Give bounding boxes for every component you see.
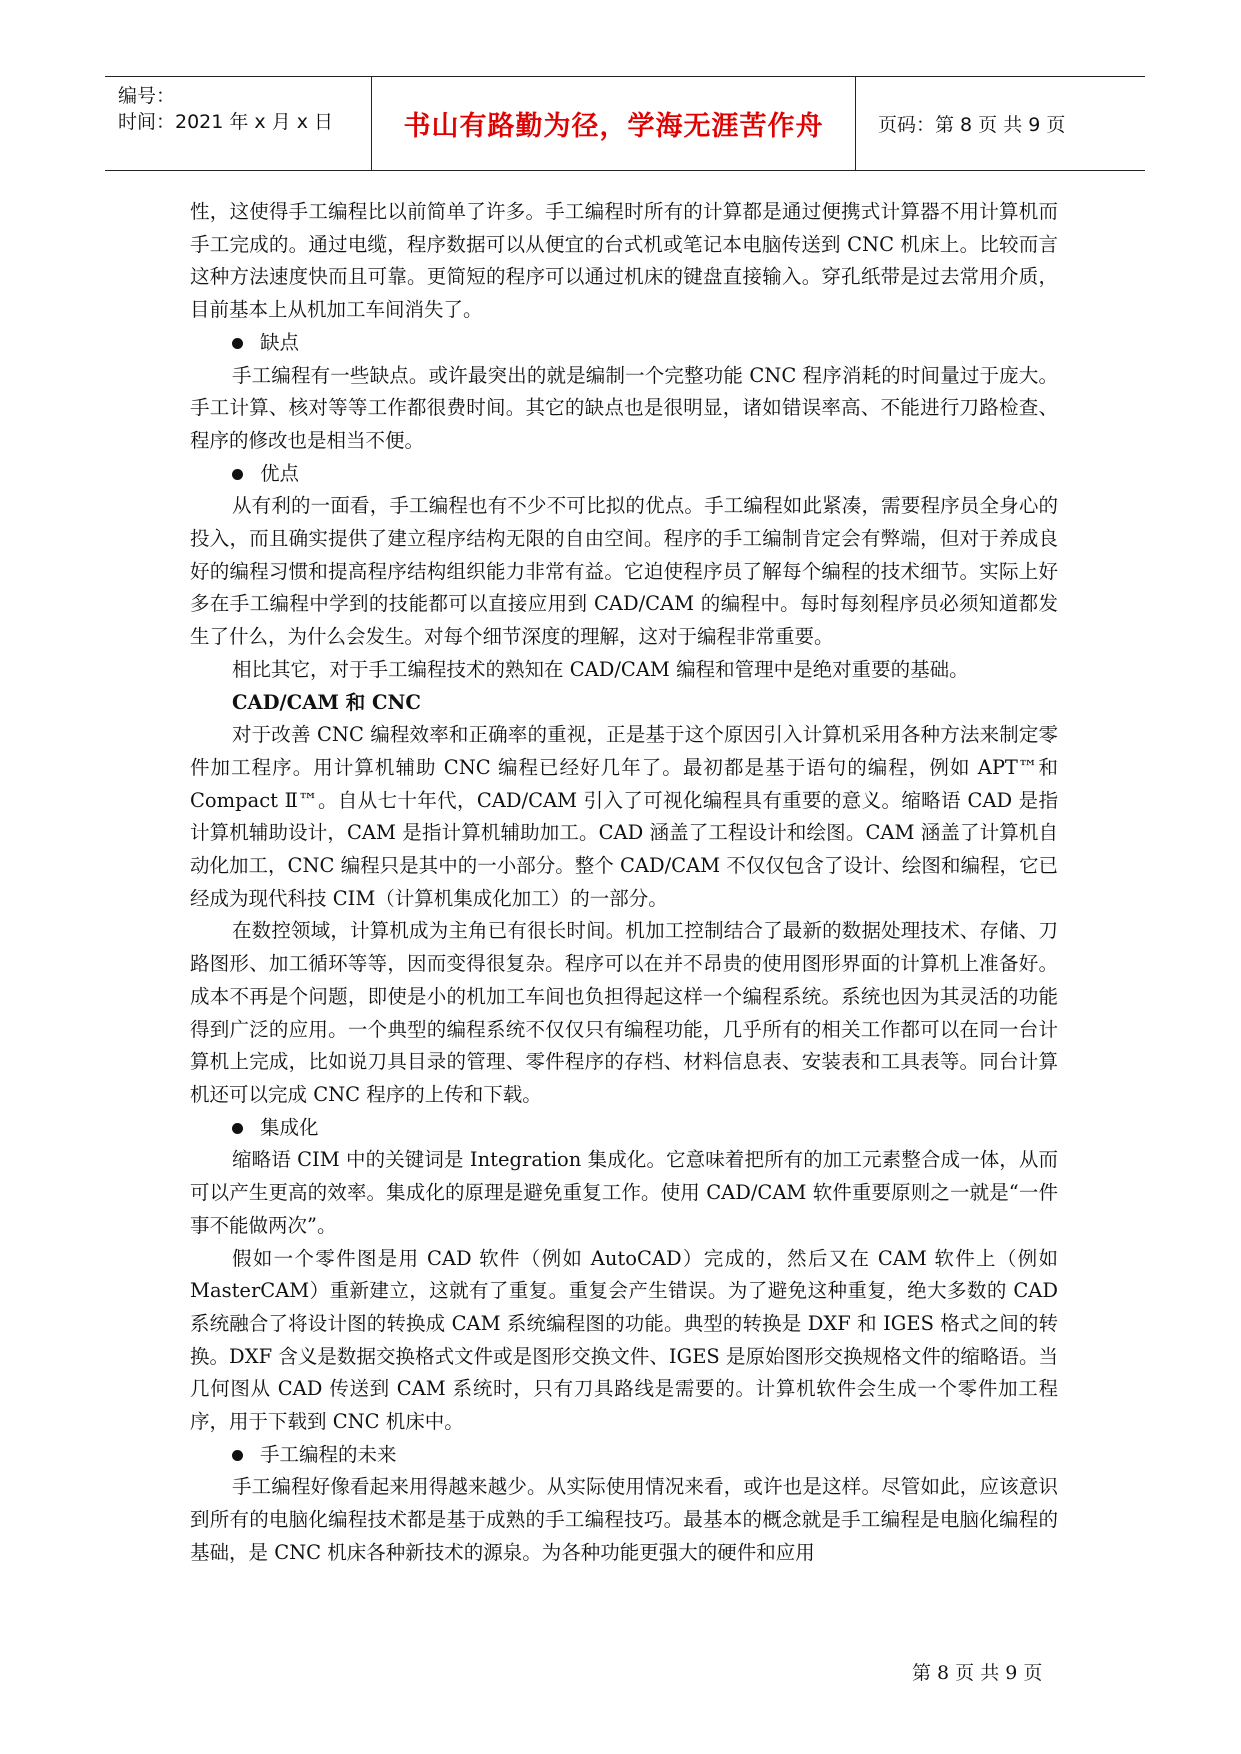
bullet-label: 优点 (260, 461, 300, 485)
page-label: 页码：第 8 页 共 9 页 (878, 114, 1066, 136)
bullet-dot-icon (232, 1450, 243, 1461)
paragraph: 缩略语 CIM 中的关键词是 Integration 集成化。它意味着把所有的加工元素整合成一体，从而可以产生更高的效率。集成化的原理是避免重复工作。使用 CAD/CAM 软件重要原则之一就是“一件事不能做两次”。 (190, 1148, 1058, 1237)
bullet-label: 缺点 (260, 330, 300, 354)
paragraph: 从有利的一面看，手工编程也有不少不可比拟的优点。手工编程如此紧凑，需要程序员全身心的投入，而且确实提供了建立程序结构无限的自由空间。程序的手工编制肯定会有弊端，但对于养成良好的编程习惯和提高程序结构组织能力非常有益。它迫使程序员了解每个编程的技术细节。实际上好多在手工编程中学到的技能都可以直接应用到 CAD/CAM 的编程中。每时每刻程序员必须知道都发生了什么，为什么会发生。对每个细节深度的理解，这对于编程非常重要。 (190, 494, 1058, 649)
paragraph: 对于改善 CNC 编程效率和正确率的重视，正是基于这个原因引入计算机采用各种方法来制定零件加工程序。用计算机辅助 CNC 编程已经好几年了。最初都是基于语句的编程，例如 APT™和 Compact Ⅱ™。自从七十年代，CAD/CAM 引入了可视化编程具有重要的意义。缩略语 CAD 是指计算机辅助设计，CAM 是指计算机辅助加工。CAD 涵盖了工程设计和绘图。CAM 涵盖了计算机自动化加工，CNC 编程只是其中的一小部分。整个 CAD/CAM 不仅仅包含了设计、绘图和编程，它已经成为现代科技 CIM（计算机集成化加工）的一部分。 (190, 723, 1058, 910)
bullet-item (190, 1439, 1058, 1472)
bullet-item (190, 458, 1058, 491)
paragraph: 手工编程好像看起来用得越来越少。从实际使用情况来看，或许也是这样。尽管如此，应该意识到所有的电脑化编程技术都是基于成熟的手工编程技巧。最基本的概念就是手工编程是电脑化编程的基础，是 CNC 机床各种新技术的源泉。为各种功能更强大的硬件和应用 (190, 1475, 1058, 1564)
motto: 书山有路勤为径，学海无涯苦作舟 (403, 111, 824, 142)
bullet-dot-icon (232, 469, 243, 480)
bullet-label: 集成化 (260, 1115, 319, 1139)
body-content (190, 196, 1058, 1570)
bullet-item (190, 1112, 1058, 1145)
header-page-cell (855, 77, 1145, 170)
paragraph: 在数控领域，计算机成为主角已有很长时间。机加工控制结合了最新的数据处理技术、存储、刀路图形、加工循环等等，因而变得很复杂。程序可以在并不昂贵的使用图形界面的计算机上准备好。成本不再是个问题，即使是小的机加工车间也负担得起这样一个编程系统。系统也因为其灵活的功能得到广泛的应用。一个典型的编程系统不仅仅只有编程功能，几乎所有的相关工作都可以在同一台计算机上完成，比如说刀具目录的管理、零件程序的存档、材料信息表、安装表和工具表等。同台计算机还可以完成 CNC 程序的上传和下载。 (190, 919, 1058, 1106)
header-meta (118, 77, 374, 170)
bullet-dot-icon (232, 1123, 243, 1134)
paragraph: 性，这使得手工编程比以前简单了许多。手工编程时所有的计算都是通过便携式计算器不用计算机而手工完成的。通过电缆，程序数据可以从便宜的台式机或笔记本电脑传送到 CNC 机床上。比较而言这种方法速度快而且可靠。更简短的程序可以通过机床的键盘直接输入。穿孔纸带是过去常用介质，目前基本上从机加工车间消失了。 (190, 200, 1058, 322)
bullet-dot-icon (232, 338, 243, 349)
paragraph: 假如一个零件图是用 CAD 软件（例如 AutoCAD）完成的，然后又在 CAM 软件上（例如 MasterCAM）重新建立，这就有了重复。重复会产生错误。为了避免这种重复，绝大多数的 CAD 系统融合了将设计图的转换成 CAM 系统编程图的功能。典型的转换是 DXF 和 IGES 格式之间的转换。DXF 含义是数据交换格式文件或是图形交换文件、IGES 是原始图形交换规格文件的缩略语。当几何图从 CAD 传送到 CAM 系统时，只有刀具路线是需要的。计算机软件会生成一个零件加工程序，用于下载到 CNC 机床中。 (190, 1246, 1058, 1434)
time-label: 时间：2021 年 x 月 x 日 (118, 111, 334, 133)
section-heading: CAD/CAM 和 CNC (232, 690, 421, 714)
page-footer: 第 8 页 共 9 页 (912, 1662, 1043, 1684)
bullet-label: 手工编程的未来 (260, 1442, 397, 1466)
header-motto-cell (371, 77, 856, 170)
paragraph: 相比其它，对于手工编程技术的熟知在 CAD/CAM 编程和管理中是绝对重要的基础。 (232, 657, 969, 681)
bullet-item (190, 327, 1058, 360)
document-header (105, 76, 1145, 171)
paragraph: 手工编程有一些缺点。或许最突出的就是编制一个完整功能 CNC 程序消耗的时间量过于庞大。手工计算、核对等等工作都很费时间。其它的缺点也是很明显，诸如错误率高、不能进行刀路检查、程序的修改也是相当不便。 (190, 363, 1058, 452)
number-label: 编号： (118, 85, 176, 107)
